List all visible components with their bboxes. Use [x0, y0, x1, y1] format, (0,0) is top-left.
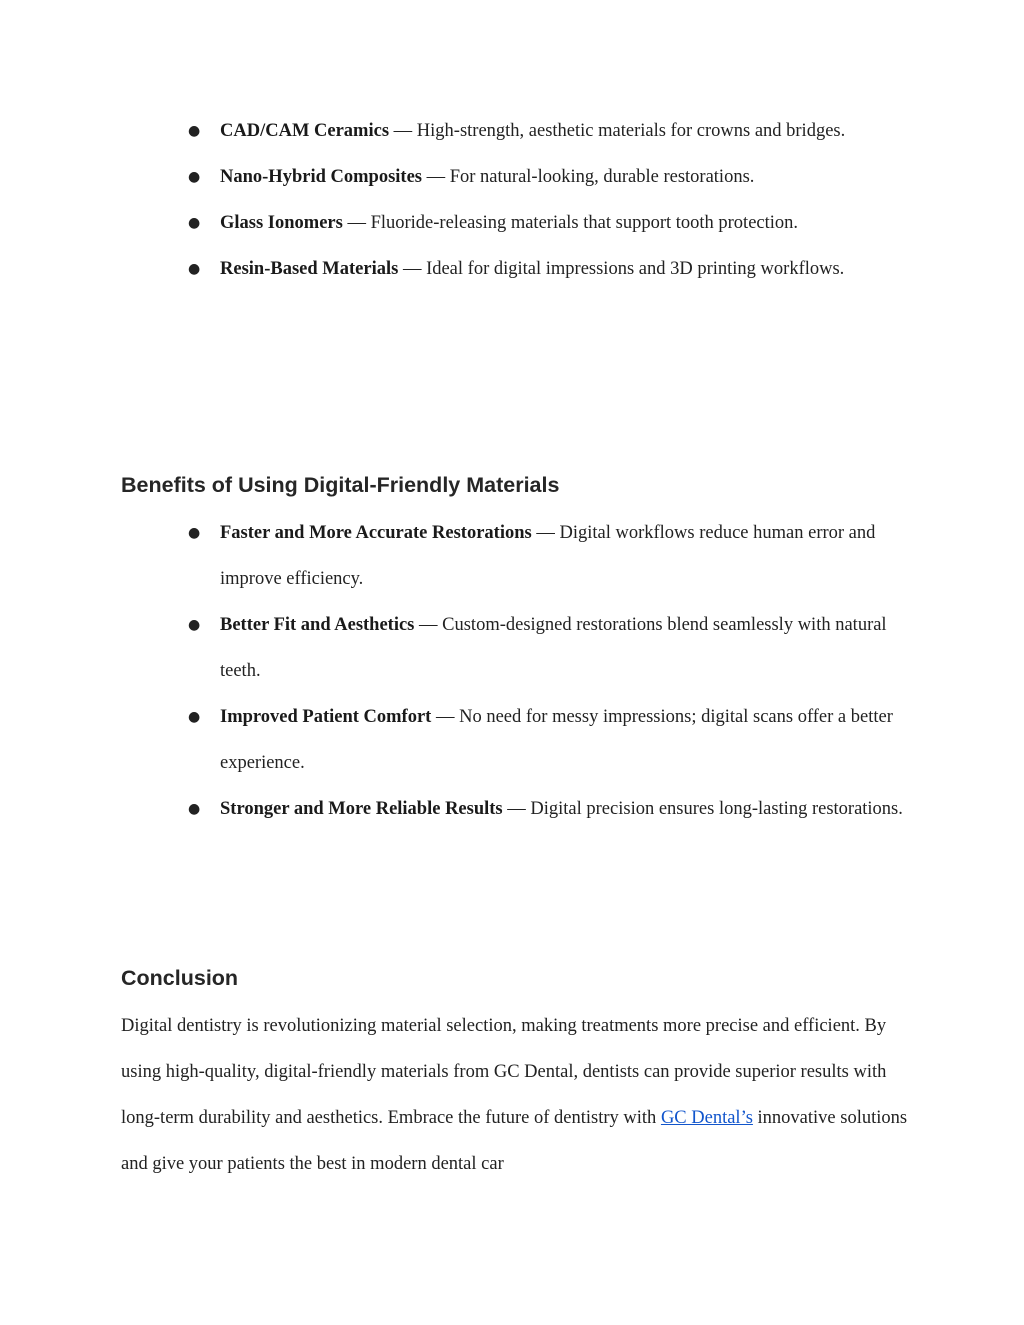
- bullet-icon: ●: [188, 261, 201, 277]
- conclusion-text: Digital dentistry is revolutionizing material selection, making treatments more precise and efficient. By using high-quality, digital-friendly materials from GC Dental, dentists can provide superior results with long-term durability and aesthetics. Embrace the future of dentistry with: [121, 1016, 887, 1128]
- list-item-term: Stronger and More Reliable Results: [220, 799, 503, 819]
- list-item-separator: —: [402, 259, 427, 279]
- list-item-description: Custom-designed restorations blend seamlessly with natural teeth.: [220, 615, 887, 681]
- list-item-separator: —: [507, 799, 531, 819]
- list-item-description: Ideal for digital impressions and 3D printing workflows.: [426, 259, 845, 279]
- list-item: [188, 154, 918, 200]
- list-item-separator: —: [393, 121, 417, 141]
- list-item-separator: —: [536, 523, 560, 543]
- list-item: [188, 510, 918, 602]
- list-item-description: Fluoride-releasing materials that support tooth protection.: [370, 213, 799, 233]
- list-item-separator: —: [426, 167, 450, 187]
- list-item-description: High-strength, aesthetic materials for crowns and bridges.: [416, 121, 846, 141]
- list-item-separator: —: [435, 707, 460, 727]
- conclusion-text-end: innovative solutions and give your patients the best in modern dental car: [121, 1108, 908, 1174]
- list-item: [188, 786, 918, 832]
- list-item-term: Faster and More Accurate Restorations: [220, 523, 532, 543]
- list-item: [188, 246, 918, 292]
- list-item: [188, 694, 918, 786]
- bullet-icon: ●: [188, 709, 201, 725]
- list-item-separator: —: [419, 615, 443, 635]
- list-item: [188, 108, 918, 154]
- bullet-icon: ●: [188, 801, 201, 817]
- list-item-term: Better Fit and Aesthetics: [220, 615, 415, 635]
- list-item: [188, 602, 918, 694]
- list-item-description: Digital precision ensures long-lasting restorations.: [530, 799, 903, 819]
- list-item-separator: —: [347, 213, 371, 233]
- benefits-heading: Benefits of Using Digital-Friendly Materials: [121, 473, 560, 497]
- list-item-description: Digital workflows reduce human error and improve efficiency.: [220, 523, 876, 589]
- list-item-term: Nano-Hybrid Composites: [220, 167, 422, 187]
- list-item-term: CAD/CAM Ceramics: [220, 121, 390, 141]
- bullet-icon: ●: [188, 617, 201, 633]
- benefits-list: [188, 510, 918, 832]
- bullet-icon: ●: [188, 169, 201, 185]
- bullet-icon: ●: [188, 123, 201, 139]
- list-item-term: Resin-Based Materials: [220, 259, 399, 279]
- gc-dental-link[interactable]: GC Dental’s: [660, 1108, 753, 1128]
- list-item-description: For natural-looking, durable restorations.: [449, 167, 755, 187]
- conclusion-heading: Conclusion: [121, 966, 239, 990]
- list-item-term: Glass Ionomers: [220, 213, 343, 233]
- list-item: [188, 200, 918, 246]
- bullet-icon: ●: [188, 215, 201, 231]
- materials-list: [188, 108, 918, 292]
- bullet-icon: ●: [188, 525, 201, 541]
- conclusion-paragraph: [121, 1003, 911, 1187]
- list-item-term: Improved Patient Comfort: [220, 707, 432, 727]
- list-item-description: No need for messy impressions; digital scans offer a better experience.: [220, 707, 893, 773]
